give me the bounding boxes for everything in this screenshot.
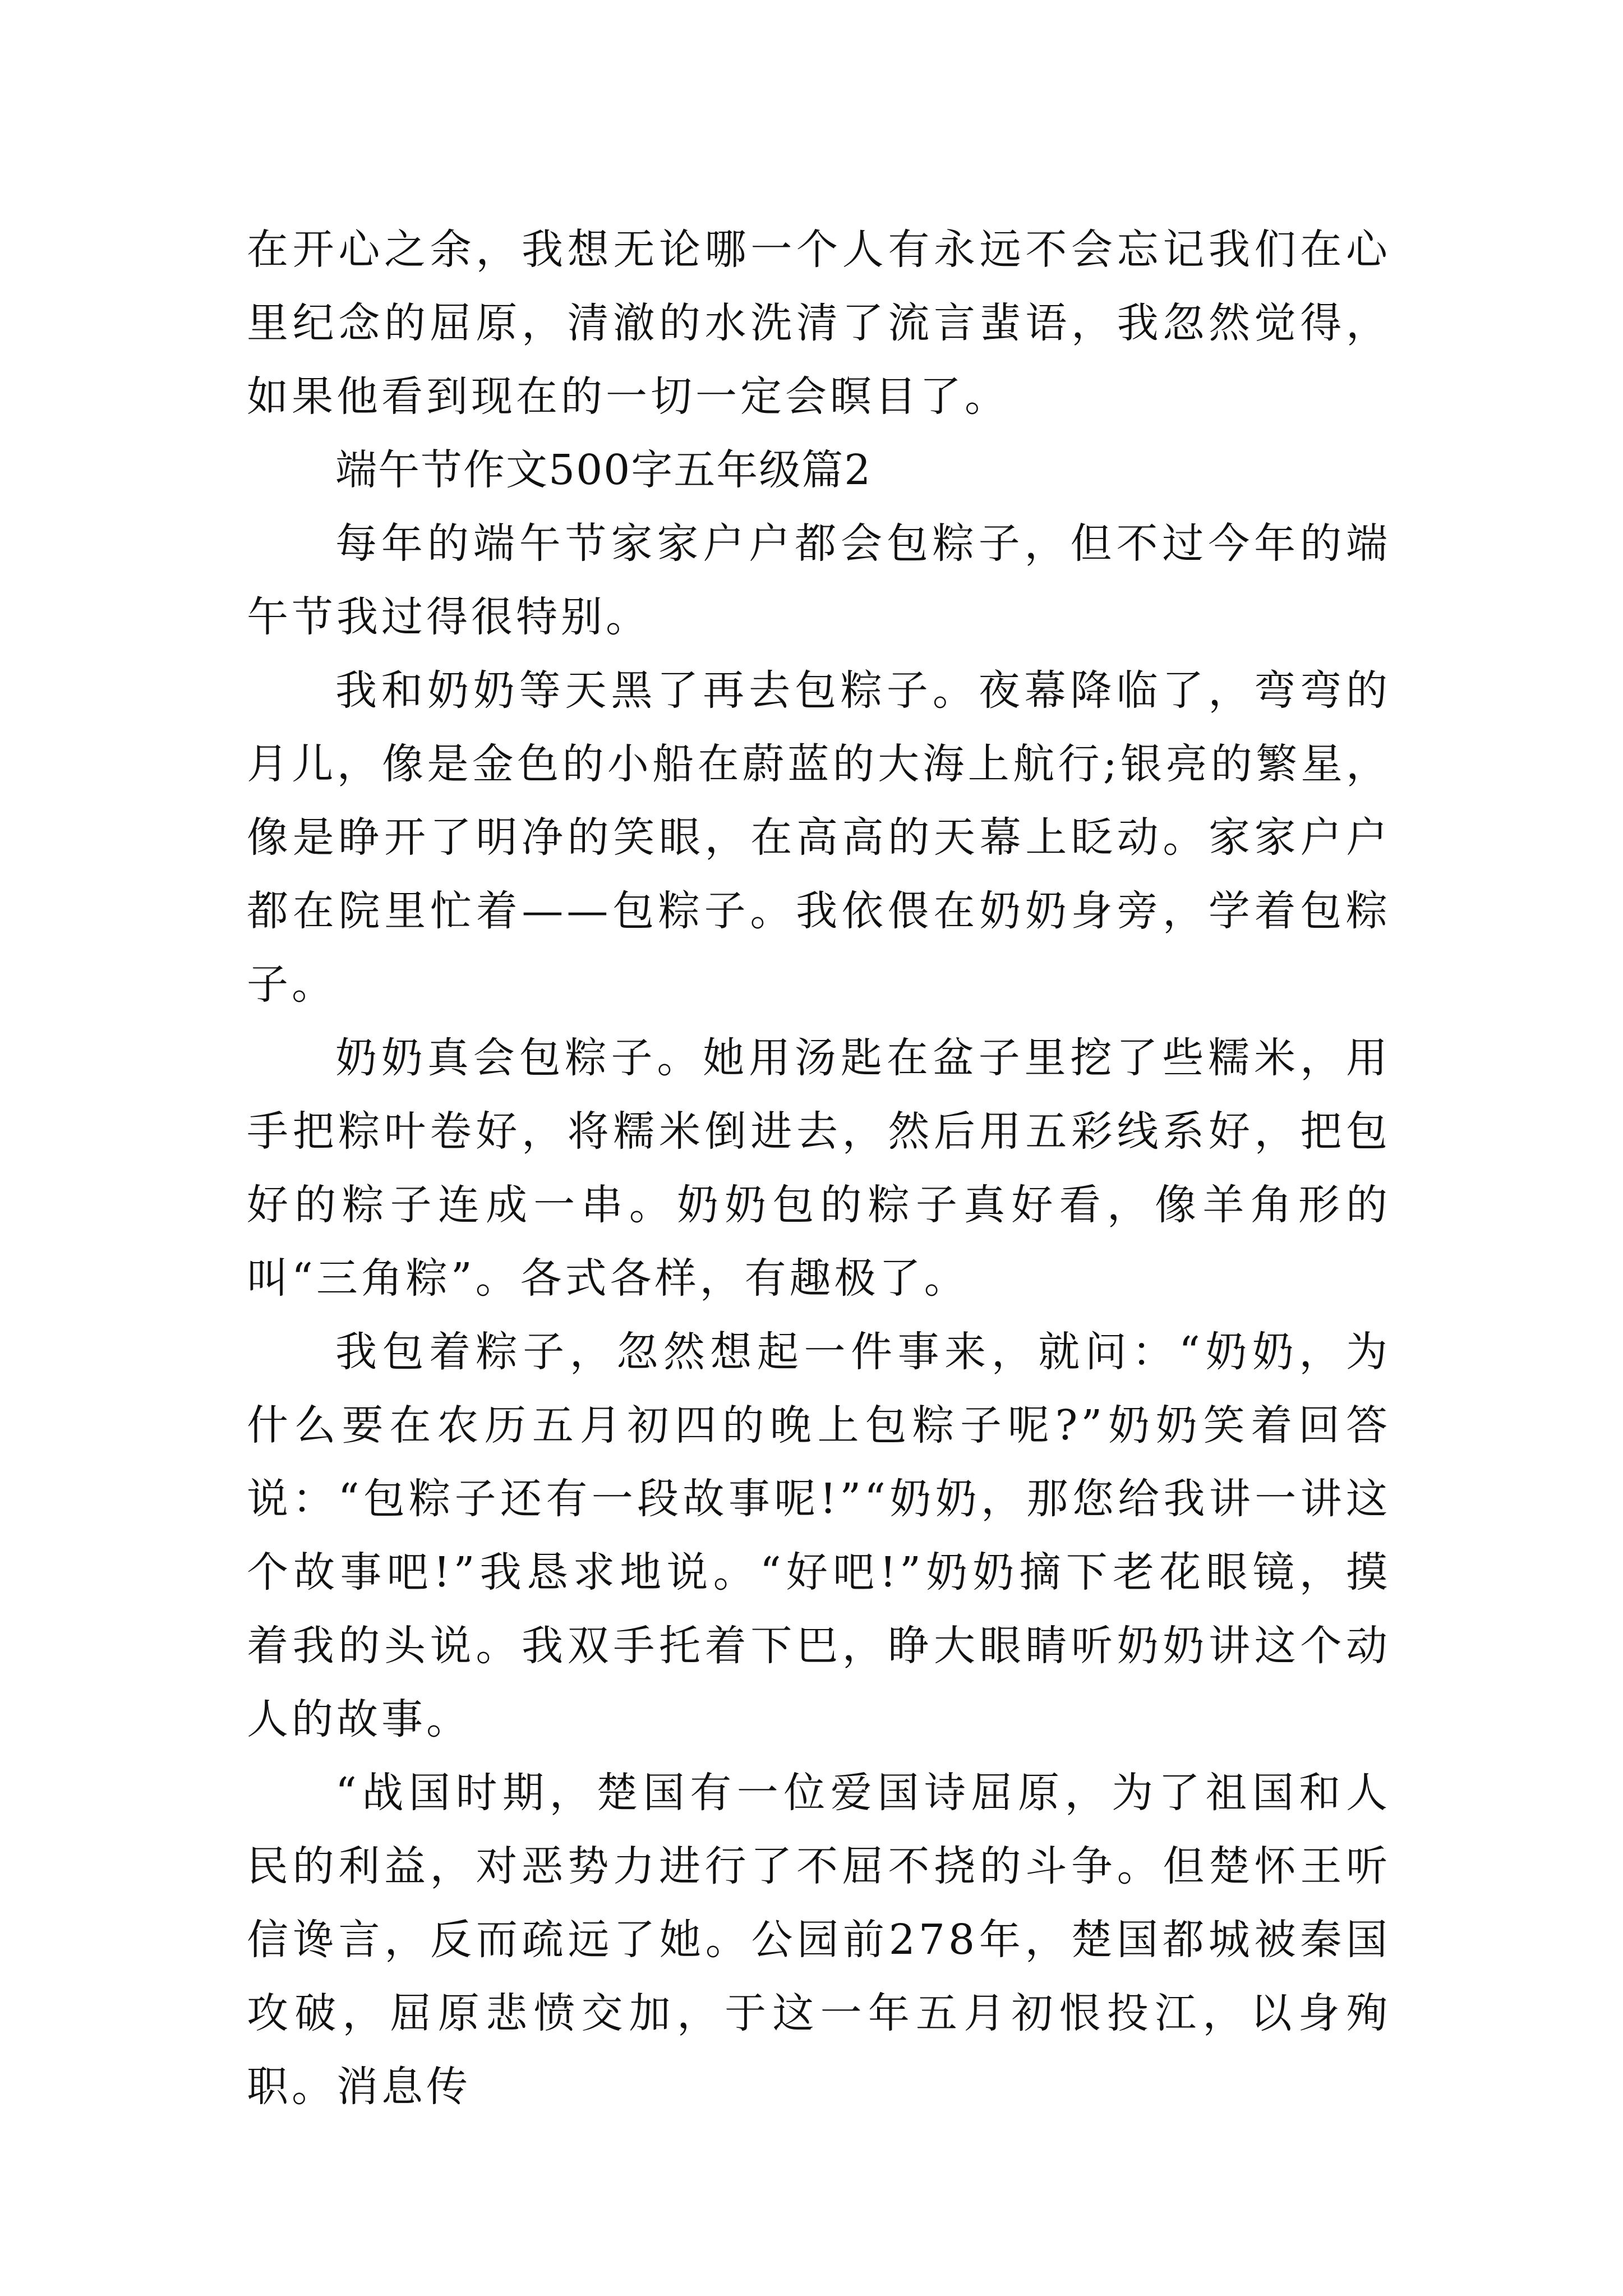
- paragraph-story: “战国时期，楚国有一位爱国诗屈原，为了祖国和人民的利益，对恶势力进行了不屈不挠的斗争。但楚怀王听信谗言，反而疏远了她。公园前278年，楚国都城被秦国攻破，屈原悲愤交加，于这一年五月初恨投江，以身殉职。消息传: [247, 1769, 1391, 2111]
- section-heading: 端午节作文500字五年级篇2: [335, 446, 872, 494]
- paragraph-night-scene: 我和奶奶等天黑了再去包粽子。夜幕降临了，弯弯的月儿，像是金色的小船在蔚蓝的大海上航行;银亮的繁星，像是睁开了明净的笑眼，在高高的天幕上眨动。家家户户都在院里忙着——包粽子。我依偎在奶奶身旁，学着包粽子。: [247, 666, 1391, 1009]
- document-body: [247, 213, 1391, 2124]
- paragraph-intro: 每年的端午节家家户户都会包粽子，但不过今年的端午节我过得很特别。: [247, 519, 1391, 641]
- paragraph-closing-previous: 在开心之余，我想无论哪一个人有永远不会忘记我们在心里纪念的屈原，清澈的水洗清了流言蜚语，我忽然觉得，如果他看到现在的一切一定会瞑目了。: [247, 226, 1391, 421]
- paragraph-grandma-wrapping: 奶奶真会包粽子。她用汤匙在盆子里挖了些糯米，用手把粽叶卷好，将糯米倒进去，然后用五彩线系好，把包好的粽子连成一串。奶奶包的粽子真好看，像羊角形的叫“三角粽”。各式各样，有趣极了。: [247, 1034, 1391, 1303]
- paragraph-question: 我包着粽子，忽然想起一件事来，就问：“奶奶，为什么要在农历五月初四的晚上包粽子呢?”奶奶笑着回答说：“包粽子还有一段故事呢!”“奶奶，那您给我讲一讲这个故事吧!”我恳求地说。“好吧!”奶奶摘下老花眼镜，摸着我的头说。我双手托着下巴，睁大眼睛听奶奶讲这个动人的故事。: [247, 1328, 1391, 1743]
